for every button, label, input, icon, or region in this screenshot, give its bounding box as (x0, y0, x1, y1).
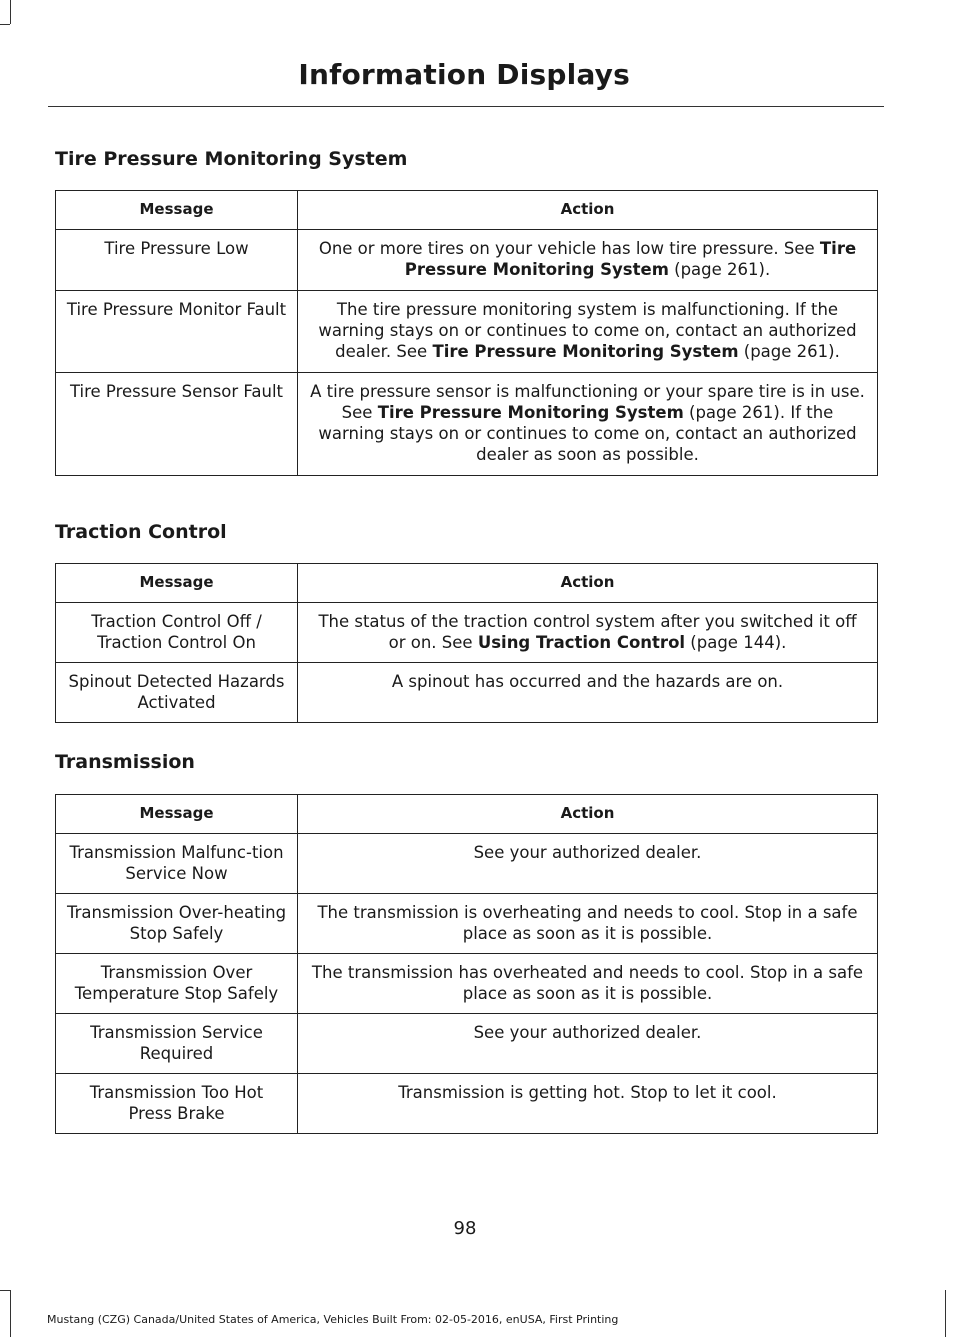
table-row (56, 373, 878, 476)
column-header-action: Action (298, 795, 878, 834)
action-cell: A tire pressure sensor is malfunctioning or your spare tire is in use. See Tire Pressure Monitoring System (page 261). If the warning stays on or continues to come on, contact an authorized dealer as soon as possible. (298, 373, 878, 476)
action-cell: A spinout has occurred and the hazards are on. (298, 663, 878, 723)
column-header-message: Message (56, 795, 298, 834)
table-row (56, 663, 878, 723)
page-reference: Tire Pressure Monitoring System (377, 403, 684, 422)
message-cell: Tire Pressure Low (56, 230, 298, 291)
action-cell: The status of the traction control system after you switched it off or on. See Using Traction Control (page 144). (298, 603, 878, 663)
table-row (56, 230, 878, 291)
table-row (56, 291, 878, 373)
section-title-tpms: Tire Pressure Monitoring System (55, 148, 408, 170)
action-cell: Transmission is getting hot. Stop to let it cool. (298, 1074, 878, 1134)
crop-mark (0, 24, 10, 25)
message-cell: Transmission Malfunc-tion Service Now (56, 834, 298, 894)
table-row (56, 834, 878, 894)
section-title-transmission: Transmission (55, 751, 195, 773)
tpms-table (55, 190, 878, 476)
message-cell: Traction Control Off / Traction Control On (56, 603, 298, 663)
action-cell: The tire pressure monitoring system is malfunctioning. If the warning stays on or continues to come on, contact an authorized dealer. See Tire Pressure Monitoring System (page 261). (298, 291, 878, 373)
message-cell: Transmission Service Required (56, 1014, 298, 1074)
page-reference: Tire Pressure Monitoring System (432, 342, 739, 361)
crop-mark (10, 1290, 11, 1337)
table-row (56, 954, 878, 1014)
page-number: 98 (453, 1218, 477, 1239)
table-row (56, 894, 878, 954)
traction-table (55, 563, 878, 723)
page-reference: Tire Pressure Monitoring System (404, 239, 857, 279)
action-cell: The transmission is overheating and needs to cool. Stop in a safe place as soon as it is possible. (298, 894, 878, 954)
message-cell: Transmission Too Hot Press Brake (56, 1074, 298, 1134)
table-row (56, 603, 878, 663)
column-header-action: Action (298, 564, 878, 603)
message-cell: Transmission Over Temperature Stop Safely (56, 954, 298, 1014)
section-title-traction: Traction Control (55, 521, 227, 543)
message-cell: Spinout Detected Hazards Activated (56, 663, 298, 723)
column-header-message: Message (56, 564, 298, 603)
message-cell: Tire Pressure Monitor Fault (56, 291, 298, 373)
footer-text: Mustang (CZG) Canada/United States of America, Vehicles Built From: 02-05-2016, enUSA, First Printing (47, 1313, 619, 1326)
action-cell: See your authorized dealer. (298, 834, 878, 894)
header-rule (48, 106, 884, 107)
column-header-action: Action (298, 191, 878, 230)
table-row (56, 1074, 878, 1134)
action-cell: The transmission has overheated and needs to cool. Stop in a safe place as soon as it is possible. (298, 954, 878, 1014)
page-header-title: Information Displays (298, 58, 630, 91)
action-cell: See your authorized dealer. (298, 1014, 878, 1074)
message-cell: Tire Pressure Sensor Fault (56, 373, 298, 476)
column-header-message: Message (56, 191, 298, 230)
crop-mark (945, 1290, 946, 1337)
transmission-table (55, 794, 878, 1134)
page-reference: Using Traction Control (477, 633, 686, 652)
crop-mark (0, 1290, 10, 1291)
table-row (56, 1014, 878, 1074)
action-cell: One or more tires on your vehicle has low tire pressure. See Tire Pressure Monitoring System (page 261). (298, 230, 878, 291)
message-cell: Transmission Over-heating Stop Safely (56, 894, 298, 954)
crop-mark (10, 0, 11, 24)
